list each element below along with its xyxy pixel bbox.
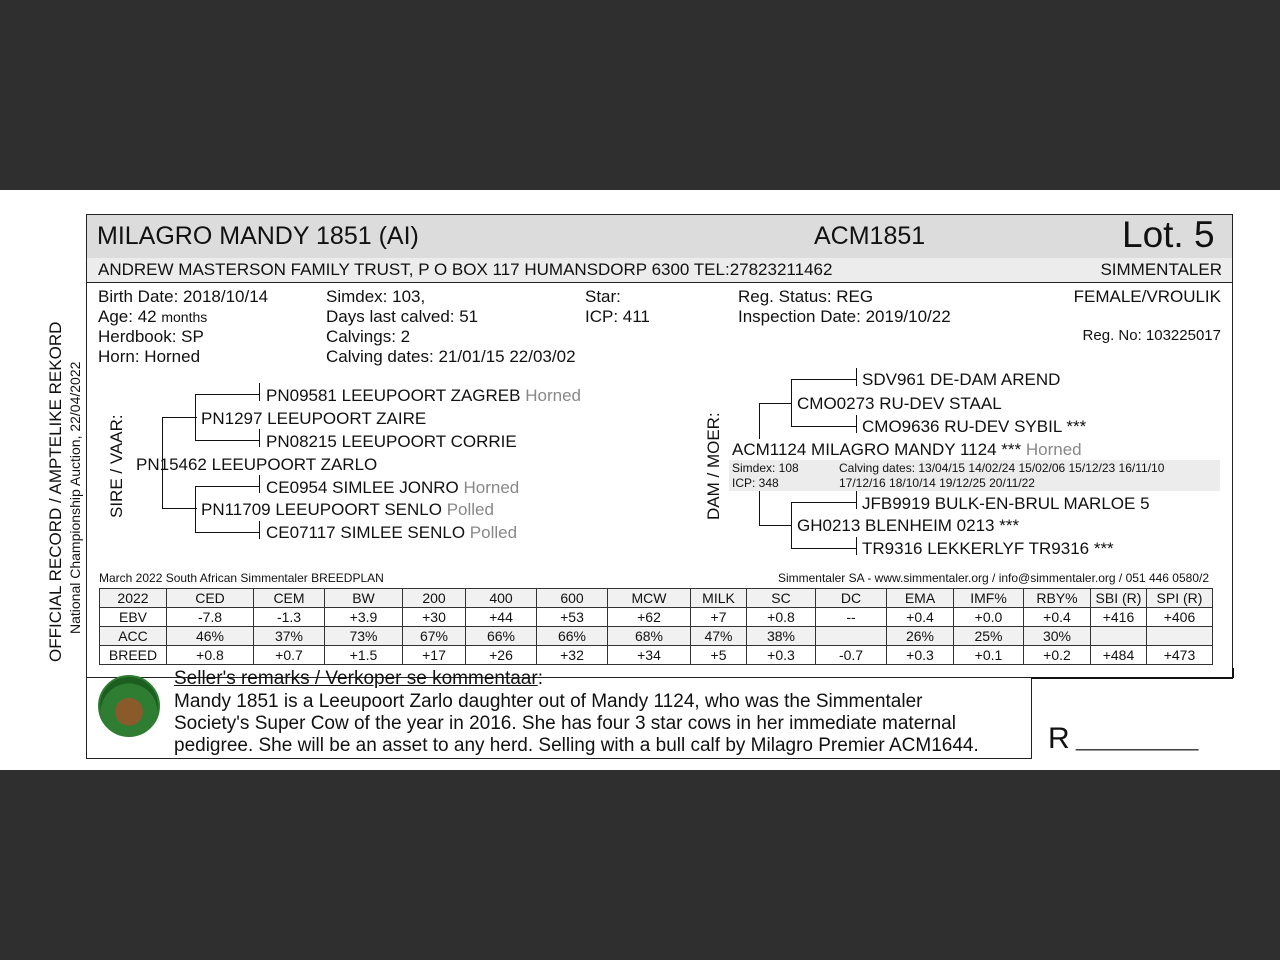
sire-label: SIRE / VAAR: (107, 414, 126, 518)
dam (732, 440, 1082, 460)
table-row-ebv (100, 608, 1213, 627)
table-cell: +0.2 (1024, 646, 1091, 665)
table-cell: +62 (608, 608, 691, 627)
age-value: Age: 42 (98, 307, 157, 326)
calvings: Calvings: 2 (326, 327, 411, 346)
horn-status: Horn: Horned (98, 347, 201, 366)
header-cell: 200 (403, 589, 466, 608)
table-cell: 25% (954, 627, 1024, 646)
breedplan-table (99, 588, 1213, 665)
reg-status: Reg. Status: REG (738, 287, 874, 306)
sdd-name: CE07117 SIMLEE SENLO (266, 523, 466, 542)
table-cell: 37% (254, 627, 325, 646)
dam-horn: Horned (1025, 440, 1082, 459)
table-cell: +0.4 (1024, 608, 1091, 627)
table-row-breed (100, 646, 1213, 665)
birth-date: Birth Date: 2018/10/14 (98, 287, 269, 306)
header-cell: CEM (254, 589, 325, 608)
table-row-acc (100, 627, 1213, 646)
table-cell: +0.3 (887, 646, 954, 665)
table-cell: +1.5 (325, 646, 403, 665)
breed-label: SIMMENTALER (1100, 260, 1222, 279)
table-cell: 66% (466, 627, 537, 646)
star-rating: Star: (585, 287, 621, 306)
table-cell (1147, 627, 1213, 646)
days-last-calved: Days last calved: 51 (326, 307, 479, 326)
header-cell: SPI (R) (1147, 589, 1213, 608)
herdbook: Herdbook: SP (98, 327, 204, 346)
simmentaler-society-seal-icon (98, 675, 160, 737)
table-cell: 68% (608, 627, 691, 646)
table-cell: +0.8 (747, 608, 816, 627)
table-cell: +0.3 (747, 646, 816, 665)
sire-dam-sire (266, 478, 519, 498)
breedplan-contact: Simmentaler SA - www.simmentaler.org / info@simmentaler.org / 051 446 0580/2 (777, 571, 1209, 585)
header-cell: SC (747, 589, 816, 608)
sss-name: PN09581 LEEUPOORT ZAGREB (266, 386, 521, 405)
table-cell: -7.8 (167, 608, 254, 627)
table-cell: +26 (466, 646, 537, 665)
sire: PN15462 LEEUPOORT ZARLO (136, 455, 378, 474)
table-cell: -0.7 (816, 646, 887, 665)
dam-dam-dam: TR9316 LEKKERLYF TR9316 *** (862, 539, 1114, 558)
header-cell: MCW (608, 589, 691, 608)
header-cell: BW (325, 589, 403, 608)
table-cell: +53 (537, 608, 608, 627)
price-currency: R (1048, 722, 1070, 755)
sdd-horn: Polled (469, 523, 518, 542)
table-cell: 66% (537, 627, 608, 646)
sire-sire-dam: PN08215 LEEUPOORT CORRIE (266, 432, 517, 451)
lot-number: Lot. 5 (1122, 214, 1215, 255)
table-cell: -1.3 (254, 608, 325, 627)
table-cell: EBV (100, 608, 167, 627)
age-unit: months (161, 309, 208, 325)
remarks-heading (174, 668, 543, 690)
header-cell: 400 (466, 589, 537, 608)
header-cell: 600 (537, 589, 608, 608)
table-cell: +484 (1091, 646, 1147, 665)
table-cell: +17 (403, 646, 466, 665)
table-cell: 46% (167, 627, 254, 646)
table-cell: +7 (691, 608, 747, 627)
table-cell: -- (816, 608, 887, 627)
table-cell: ACC (100, 627, 167, 646)
table-cell: +0.8 (167, 646, 254, 665)
table-cell: +0.0 (954, 608, 1024, 627)
table-cell: +32 (537, 646, 608, 665)
sss-horn: Horned (525, 386, 581, 405)
header-cell: 2022 (100, 589, 167, 608)
animal-name: MILAGRO MANDY 1851 (AI) (97, 222, 419, 250)
remarks-line-2: Society's Super Cow of the year in 2016. She has four 3 star cows in her immediate maternal (174, 713, 956, 734)
price-blank[interactable]: __________ (1076, 726, 1199, 751)
dam-simdex: Simdex: 108 (732, 461, 799, 475)
sd-horn: Polled (446, 500, 494, 519)
table-cell: +3.9 (325, 608, 403, 627)
table-cell: 30% (1024, 627, 1091, 646)
header-cell: CED (167, 589, 254, 608)
table-cell: +0.7 (254, 646, 325, 665)
table-cell (816, 627, 887, 646)
table-cell: 26% (887, 627, 954, 646)
inspection-date: Inspection Date: 2019/10/22 (738, 307, 951, 326)
table-cell: +416 (1091, 608, 1147, 627)
table-cell: 67% (403, 627, 466, 646)
icp: ICP: 411 (585, 307, 650, 326)
table-cell: 73% (325, 627, 403, 646)
header-cell: MILK (691, 589, 747, 608)
breedplan-caption: March 2022 South African Simmentaler BREEDPLAN (99, 571, 384, 585)
sds-horn: Horned (463, 478, 520, 497)
dam-sire-dam: CMO9636 RU-DEV SYBIL *** (862, 417, 1087, 436)
table-cell: BREED (100, 646, 167, 665)
sds-name: CE0954 SIMLEE JONRO (266, 478, 459, 497)
table-cell (1091, 627, 1147, 646)
table-cell: 47% (691, 627, 747, 646)
header-cell: RBY% (1024, 589, 1091, 608)
remarks-line-1: Mandy 1851 is a Leeupoort Zarlo daughter out of Mandy 1124, who was the Simmentaler (174, 691, 923, 712)
table-cell: 38% (747, 627, 816, 646)
calving-dates: Calving dates: 21/01/15 22/03/02 (326, 347, 576, 366)
remarks-line-3: pedigree. She will be an asset to any herd. Selling with a bull calf by Milagro Premier ACM1644. (174, 735, 979, 756)
header-cell: EMA (887, 589, 954, 608)
header-cell: IMF% (954, 589, 1024, 608)
dam-sire-sire: SDV961 DE-DAM AREND (862, 370, 1061, 389)
dam-icp: ICP: 348 (732, 476, 779, 490)
simdex: Simdex: 103, (326, 287, 426, 306)
auction-caption: National Championship Auction, 22/04/2022 (67, 361, 83, 634)
dam-label: DAM / MOER: (704, 412, 723, 520)
owner-line: ANDREW MASTERSON FAMILY TRUST, P O BOX 117 HUMANSDORP 6300 TEL:27823211462 (98, 260, 833, 279)
header-cell: SBI (R) (1091, 589, 1147, 608)
official-record-label: OFFICIAL RECORD / AMPTELIKE REKORD (46, 321, 65, 662)
remarks-heading-text: Seller's remarks / Verkoper se kommentaar (174, 668, 538, 689)
dam-calving-dates-1: Calving dates: 13/04/15 14/02/24 15/02/06 15/12/23 16/11/10 (839, 461, 1165, 475)
table-cell: +473 (1147, 646, 1213, 665)
dam-dam: GH0213 BLENHEIM 0213 *** (797, 516, 1020, 535)
dam-sire: CMO0273 RU-DEV STAAL (797, 394, 1002, 413)
record-sheet (0, 190, 1280, 770)
sex-label: FEMALE/VROULIK (1073, 287, 1221, 306)
dam-calving-dates-2: 17/12/16 18/10/14 19/12/25 20/11/22 (839, 476, 1035, 490)
sire-dam-dam (266, 523, 517, 543)
dam-dam-sire: JFB9919 BULK-EN-BRUL MARLOE 5 (862, 494, 1150, 513)
reg-number: Reg. No: 103225017 (1082, 327, 1221, 344)
table-cell: +5 (691, 646, 747, 665)
table-cell: +44 (466, 608, 537, 627)
sire-sire-sire (266, 386, 581, 406)
dam-name: ACM1124 MILAGRO MANDY 1124 *** (732, 440, 1022, 459)
sire-sire: PN1297 LEEUPOORT ZAIRE (201, 409, 427, 428)
table-cell: +0.1 (954, 646, 1024, 665)
sire-dam (201, 500, 494, 520)
header-cell: DC (816, 589, 887, 608)
table-cell: +406 (1147, 608, 1213, 627)
table-cell: +30 (403, 608, 466, 627)
animal-id: ACM1851 (814, 222, 926, 250)
age (98, 307, 207, 327)
remarks-colon: : (537, 668, 543, 689)
table-cell: +34 (608, 646, 691, 665)
table-cell: +0.4 (887, 608, 954, 627)
sd-name: PN11709 LEEUPOORT SENLO (201, 500, 442, 519)
table-header-row (100, 589, 1213, 608)
